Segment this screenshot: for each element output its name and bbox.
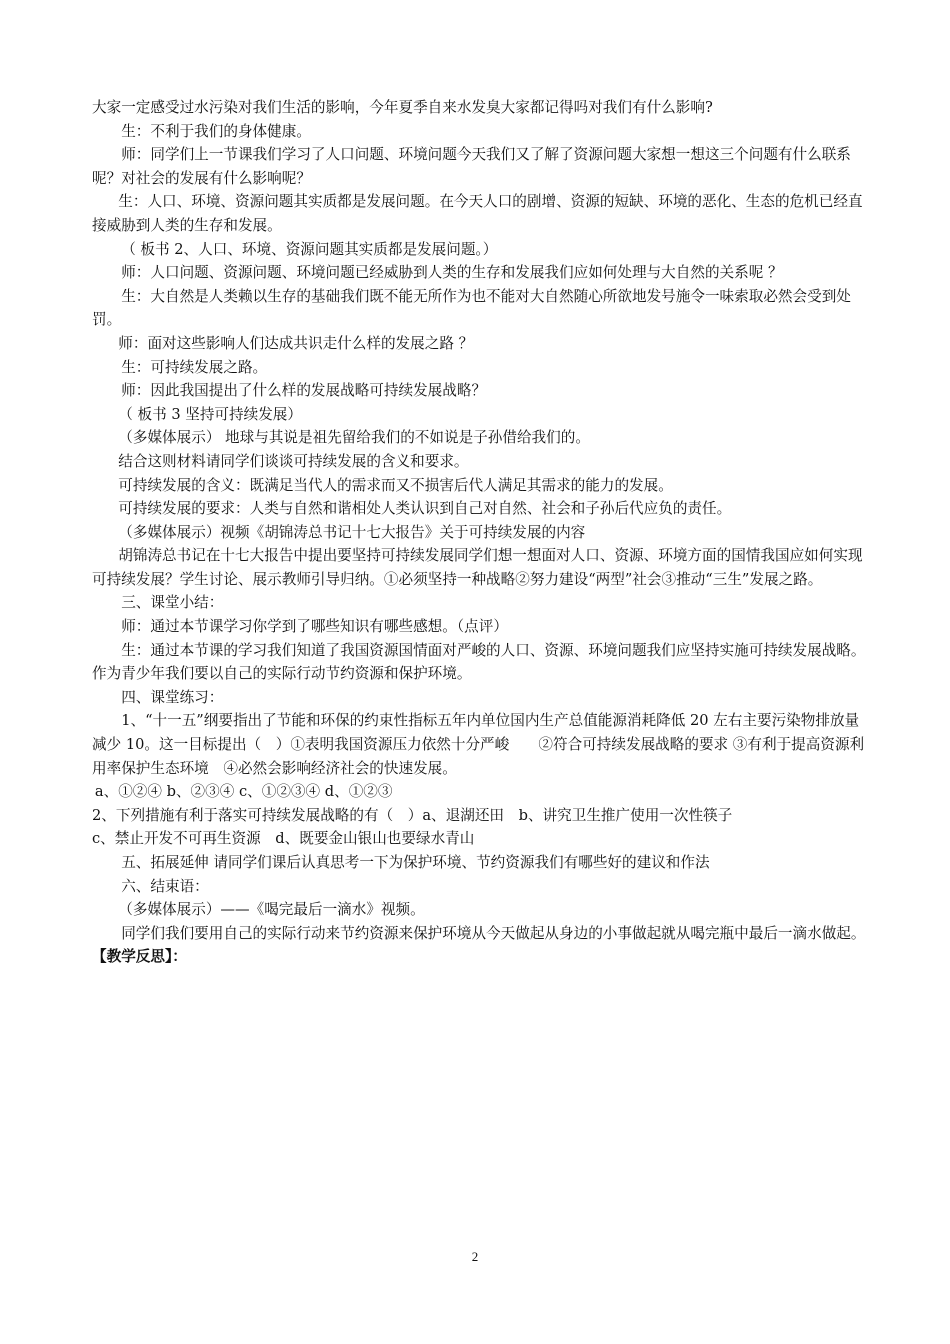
paragraph-student-answer-health: 生：不利于我们的身体健康。 bbox=[121, 122, 311, 140]
paragraph-teacher-question-links: 师：同学们上一节课我们学习了人口问题、环境问题今天我们又了解了资源问题大家想一想这三个问题有什么联系呢？对社会的发展有什么影响呢？ bbox=[92, 146, 851, 187]
paragraph-requirements: 可持续发展的要求：人类与自然和谐相处人类认识到自己对自然、社会和子孙后代应负的责任。 bbox=[118, 500, 732, 518]
section-heading-exercises: 四、课堂练习： bbox=[121, 688, 224, 706]
paragraph-multimedia-last-drop: （多媒体展示）——《喝完最后一滴水》视频。 bbox=[118, 901, 425, 919]
paragraph-teacher-summary: 师：通过本节课学习你学到了哪些知识有哪些感想。（点评） bbox=[121, 618, 508, 636]
page-number: 2 bbox=[471, 1249, 479, 1264]
paragraph-multimedia-earth: （多媒体展示） 地球与其说是祖先留给我们的不如说是子孙借给我们的。 bbox=[118, 429, 590, 447]
paragraph-student-answer-path: 生：可持续发展之路。 bbox=[121, 358, 268, 376]
paragraph-teacher-question-path: 师：面对这些影响人们达成共识走什么样的发展之路 ？ bbox=[118, 334, 474, 352]
paragraph-discuss-meaning: 结合这则材料请同学们谈谈可持续发展的含义和要求。 bbox=[118, 452, 469, 470]
section-heading-conclusion: 六、结束语： bbox=[121, 877, 209, 895]
exercise-question-2: 2、下列措施有利于落实可持续发展战略的有（ ）a、退湖还田 b、讲究卫生推广使用一次性筷子 bbox=[92, 806, 733, 824]
paragraph-student-answer-nature: 生：大自然是人类赖以生存的基础我们既不能无所作为也不能对大自然随心所欲地发号施令一味索取必然会受到处罚。 bbox=[92, 287, 851, 329]
paragraph-multimedia-video-report: （多媒体展示）视频《胡锦涛总书记十七大报告》关于可持续发展的内容 bbox=[118, 523, 586, 541]
paragraph-student-answer-development: 生：人口、环境、资源问题其实质都是发展问题。在今天人口的剧增、资源的短缺、环境的恶化、生态的危机已经直接威胁到人类的生存和发展。 bbox=[92, 193, 863, 234]
section-heading-reflection: 【教学反思】： bbox=[92, 948, 187, 966]
paragraph-blackboard-3: （ 板书 3 坚持可持续发展） bbox=[118, 405, 302, 423]
section-heading-extension: 五、拓展延伸 请同学们课后认真思考一下为保护环境、节约资源我们有哪些好的建议和作法 bbox=[121, 854, 710, 871]
exercise-options-1: a、①②④ b、②③④ c、①②③④ d、①②③ bbox=[94, 783, 393, 801]
paragraph-definition: 可持续发展的含义：既满足当代人的需求而又不损害后代人满足其需求的能力的发展。 bbox=[118, 476, 673, 494]
exercise-question-1: 1、“十一五”纲要指出了节能和环保的约束性指标五年内单位国内生产总值能源消耗降低 20 左右主要污染物排放量减少 10。这一目标提出（ ）①表明我国资源压力依然十分严峻 ②符合可持续发展战略的要求 ③有利于提高资源利用率保护生态环境 ④必然会影响经济社会的快速发展。 bbox=[92, 712, 865, 777]
paragraph-teacher-question-nature: 师：人口问题、资源问题、环境问题已经威胁到人类的生存和发展我们应如何处理与大自然的关系呢 ？ bbox=[121, 264, 783, 282]
section-heading-summary: 三、课堂小结： bbox=[121, 594, 224, 612]
exercise-options-2: c、禁止开发不可再生资源 d、既要金山银山也要绿水青山 bbox=[92, 830, 475, 848]
paragraph-water-pollution: 大家一定感受过水污染对我们生活的影响，今年夏季自来水发臭大家都记得吗对我们有什么影响? bbox=[92, 99, 713, 116]
paragraph-report-discussion: 胡锦涛总书记在十七大报告中提出要坚持可持续发展同学们想一想面对人口、资源、环境方面的国情我国应如何实现可持续发展？学生讨论、展示教师引导归纳。①必须坚持一种战略②努力建设“两型”社会③推动“三生”发展之路。 bbox=[92, 547, 863, 588]
paragraph-teacher-question-strategy: 师：因此我国提出了什么样的发展战略可持续发展战略？ bbox=[121, 382, 487, 400]
document-page bbox=[92, 96, 866, 969]
paragraph-blackboard-2: （ 板书 2、人口、环境、资源问题其实质都是发展问题。） bbox=[121, 240, 498, 258]
paragraph-student-summary: 生：通过本节课的学习我们知道了我国资源国情面对严峻的人口、资源、环境问题我们应坚持实施可持续发展战略。作为青少年我们要以自己的实际行动节约资源和保护环境。 bbox=[92, 641, 866, 683]
paragraph-closing: 同学们我们要用自己的实际行动来节约资源来保护环境从今天做起从身边的小事做起就从喝完瓶中最后一滴水做起。 bbox=[121, 924, 866, 942]
